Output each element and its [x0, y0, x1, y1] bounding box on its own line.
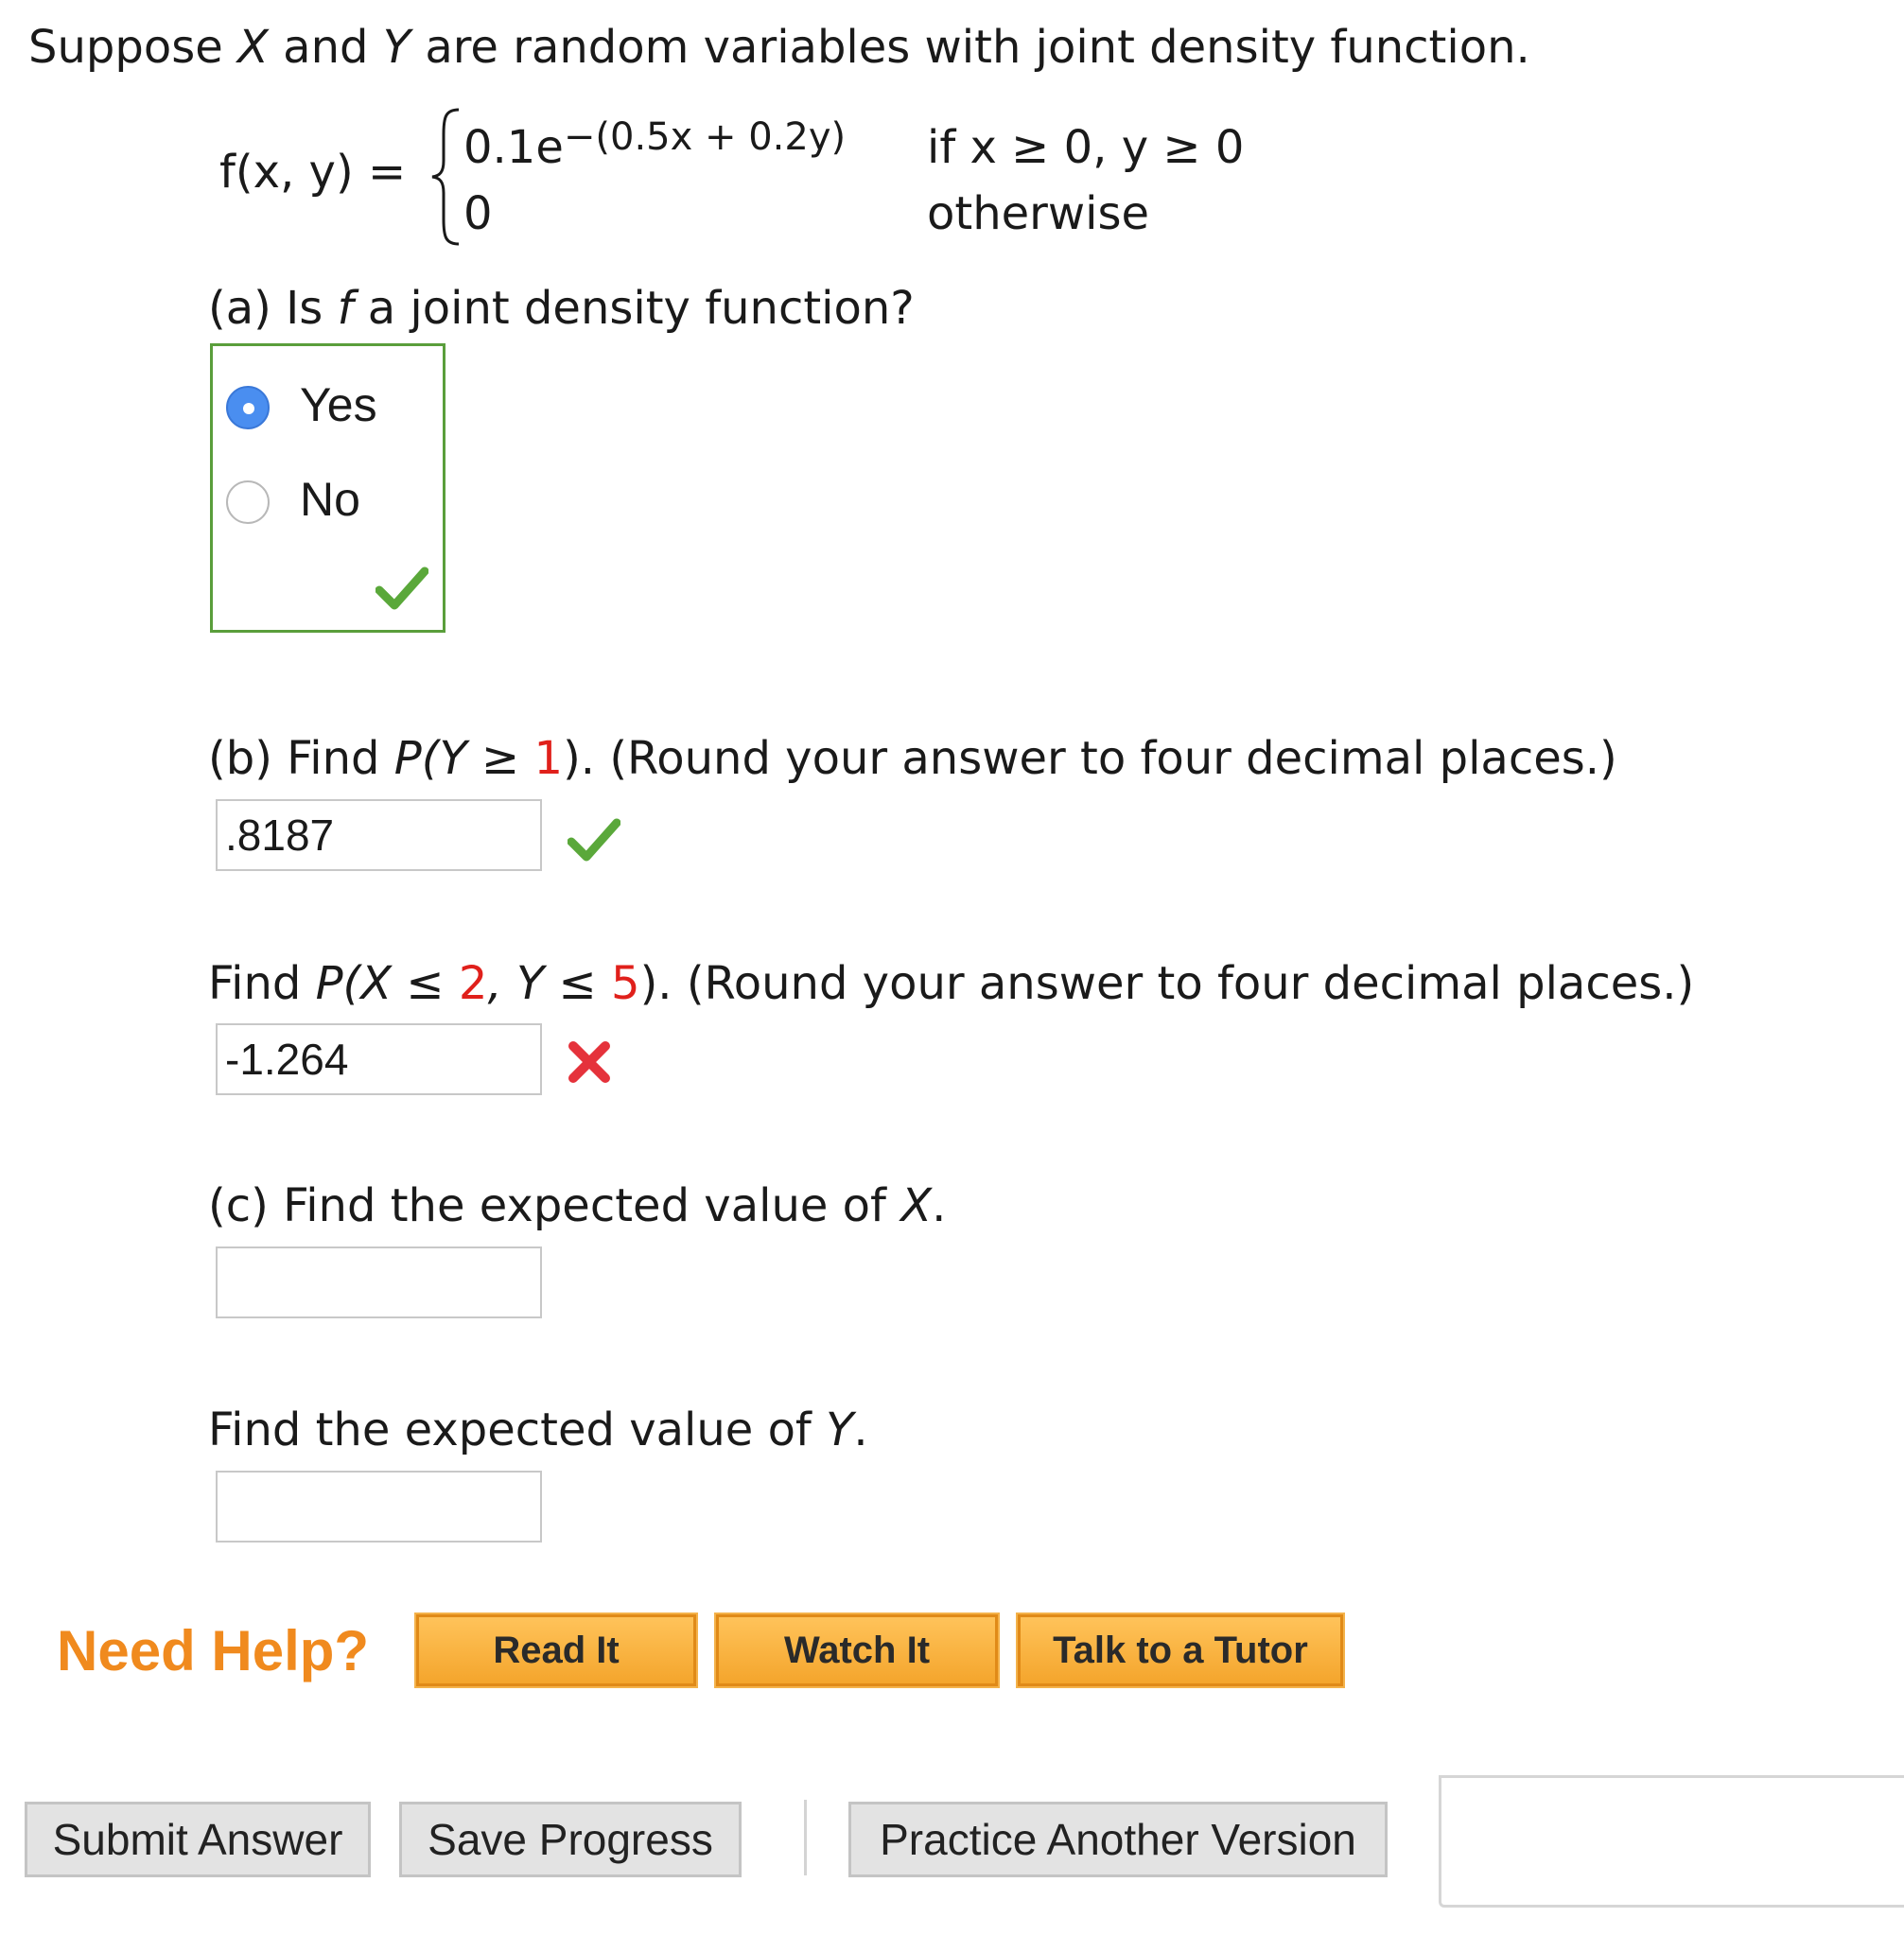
- case1-exponent: −(0.5x + 0.2y): [563, 115, 847, 159]
- practice-another-version-button[interactable]: Practice Another Version: [848, 1802, 1388, 1877]
- read-it-button[interactable]: Read It: [416, 1614, 696, 1686]
- brace-icon: [428, 106, 463, 248]
- check-icon: [376, 566, 428, 611]
- watch-it-button[interactable]: Watch It: [716, 1614, 998, 1686]
- part-b1-prob: P(Y ≥: [393, 732, 520, 785]
- part-b2-prompt: [208, 955, 1694, 1012]
- radio-yes[interactable]: [226, 386, 270, 429]
- case1-expression: 0.1e: [463, 121, 564, 174]
- part-c1-var: X: [900, 1179, 933, 1232]
- part-b2-text-1: Find: [208, 957, 302, 1010]
- answer-input-b2[interactable]: [216, 1023, 542, 1095]
- intro-text-1: Suppose: [28, 21, 223, 74]
- part-c1-text: (c) Find the expected value of: [208, 1179, 886, 1232]
- intro-text-3: are random variables with joint density function.: [425, 21, 1530, 74]
- var-y: Y: [382, 21, 411, 74]
- part-b1-prompt: [208, 730, 1617, 787]
- part-a-text-1: (a) Is: [208, 282, 323, 335]
- part-b1-text-1: (b) Find: [208, 732, 380, 785]
- radio-yes-label[interactable]: Yes: [300, 378, 377, 431]
- formula-case-2: 0: [463, 187, 493, 240]
- intro-text-2: and: [283, 21, 369, 74]
- button-divider: [804, 1800, 807, 1875]
- formula-lhs: f(x, y) =: [219, 146, 407, 199]
- formula-case-1: [463, 115, 847, 179]
- answer-input-c2[interactable]: [216, 1471, 542, 1543]
- formula-case-2-condition: otherwise: [927, 187, 1150, 240]
- part-b2-mid: , Y ≤: [487, 957, 597, 1010]
- part-b1-text-2: ). (Round your answer to four decimal places.): [563, 732, 1617, 785]
- question-intro: [28, 19, 1530, 76]
- submit-answer-button[interactable]: Submit Answer: [25, 1802, 371, 1877]
- part-b2-text-2: ). (Round your answer to four decimal places.): [639, 957, 1695, 1010]
- radio-no[interactable]: [226, 480, 270, 524]
- part-b2-prob: P(X ≤: [315, 957, 445, 1010]
- part-c1-dot: .: [932, 1179, 947, 1232]
- part-b2-number-2: 5: [611, 957, 640, 1010]
- part-a-prompt: [208, 280, 915, 337]
- part-c2-prompt: [208, 1402, 868, 1458]
- need-help-label: Need Help?: [57, 1619, 370, 1682]
- part-a-f: f: [337, 282, 354, 335]
- part-c2-text: Find the expected value of: [208, 1403, 812, 1456]
- save-progress-button[interactable]: Save Progress: [399, 1802, 742, 1877]
- radio-group-a: [210, 343, 445, 633]
- check-icon: [568, 817, 620, 863]
- part-c1-prompt: [208, 1177, 946, 1234]
- answer-input-c1[interactable]: [216, 1246, 542, 1318]
- part-b1-number: 1: [533, 732, 564, 785]
- radio-no-label[interactable]: No: [300, 473, 360, 526]
- cross-icon: [566, 1038, 613, 1086]
- part-a-text-2: a joint density function?: [367, 282, 915, 335]
- formula-case-1-condition: if x ≥ 0, y ≥ 0: [927, 121, 1245, 174]
- part-b2-number-1: 2: [458, 957, 488, 1010]
- var-x: X: [237, 21, 269, 74]
- panel-edge: [1439, 1775, 1904, 1908]
- part-c2-dot: .: [853, 1403, 868, 1456]
- part-c2-var: Y: [826, 1403, 854, 1456]
- talk-to-tutor-button[interactable]: Talk to a Tutor: [1018, 1614, 1343, 1686]
- answer-input-b1[interactable]: [216, 799, 542, 871]
